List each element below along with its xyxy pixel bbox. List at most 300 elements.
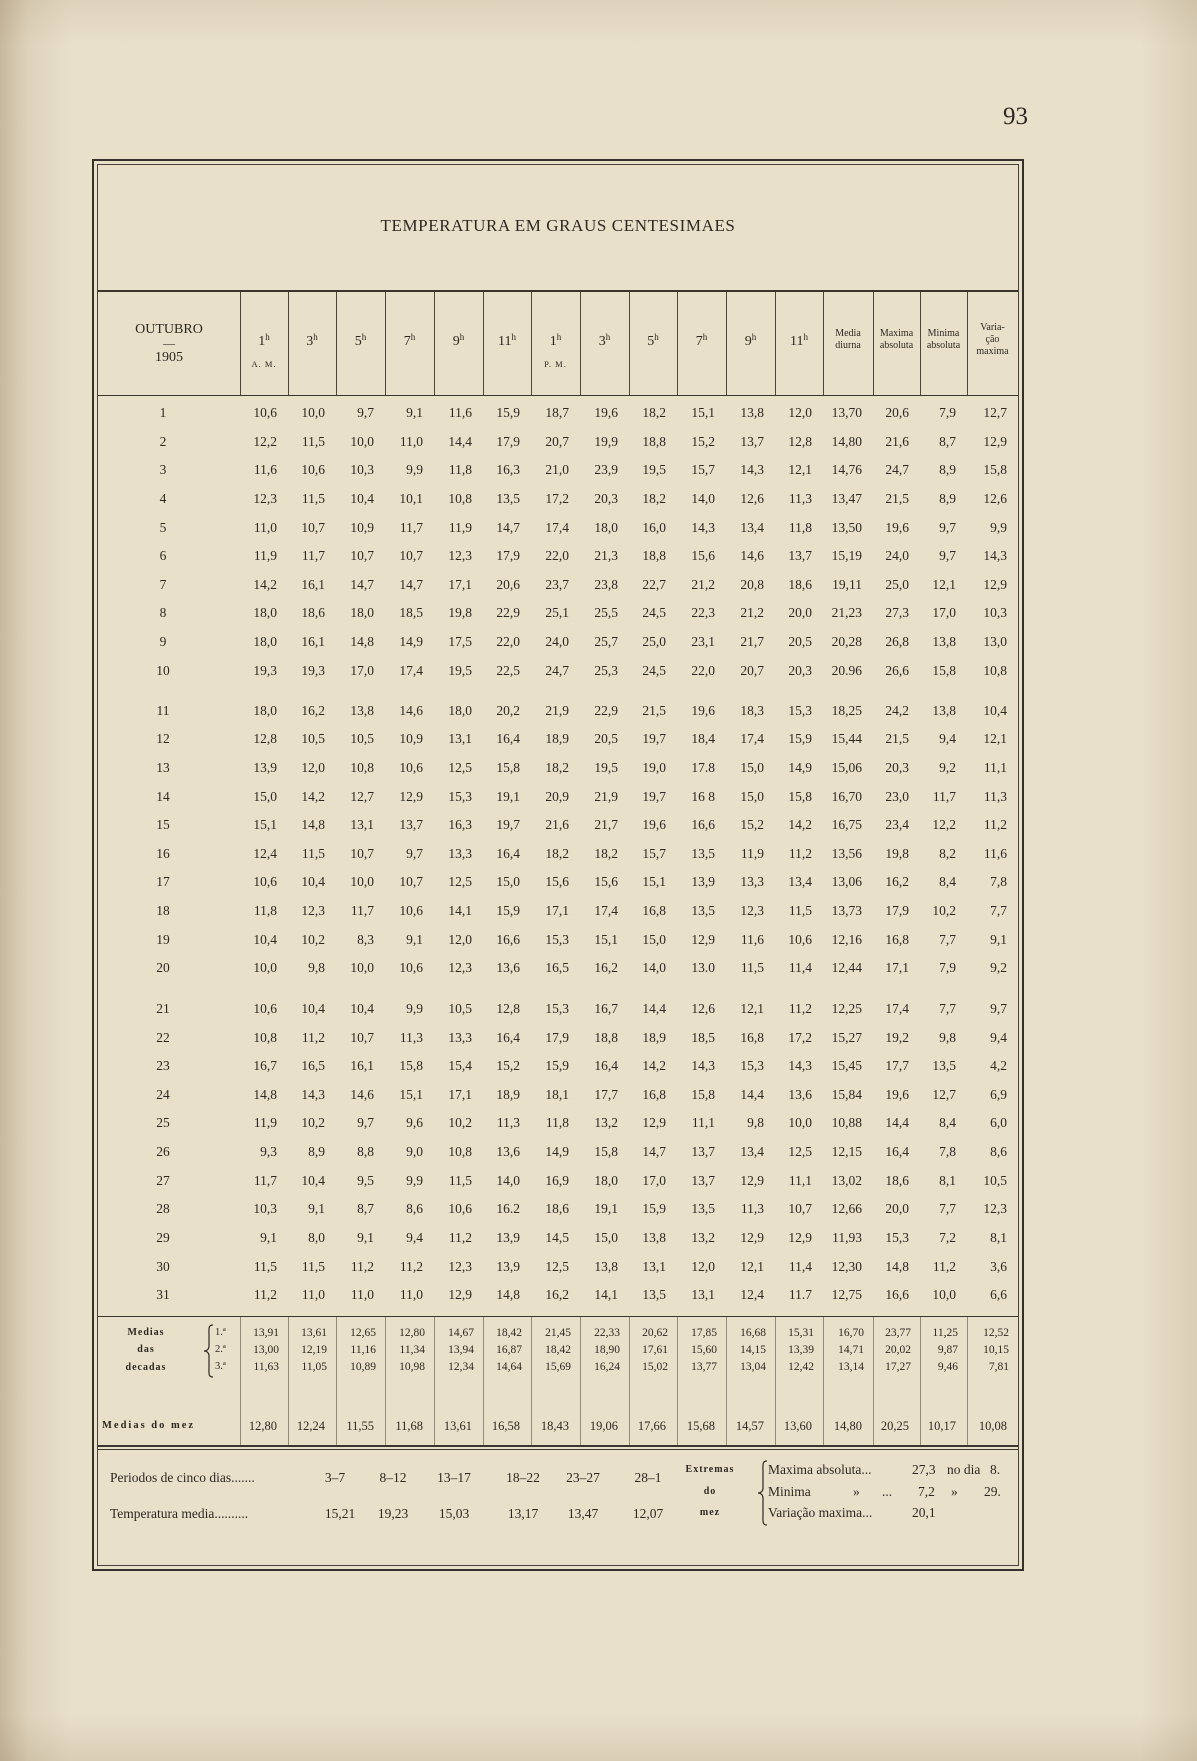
temperature-cell: 20,7 <box>740 662 764 678</box>
column-header-hour <box>240 292 288 395</box>
temperature-cell: 15,45 <box>831 1058 862 1074</box>
temperature-cell: 15,0 <box>594 1229 618 1245</box>
temperature-cell: 15,0 <box>642 931 666 947</box>
temperature-cell: 13,70 <box>831 405 862 420</box>
decade-mean-cell: 12,52 <box>983 1327 1009 1339</box>
temperature-cell: 13,9 <box>496 1229 520 1245</box>
temperature-cell: 12,0 <box>691 1258 715 1274</box>
temperature-cell: 10,7 <box>399 874 423 890</box>
temperature-cell: 19,6 <box>885 1086 909 1102</box>
temperature-cell: 18,6 <box>545 1201 569 1217</box>
temperature-cell: 19,1 <box>594 1201 618 1217</box>
temperature-cell: 16 8 <box>691 788 715 804</box>
temperature-cell: 12,3 <box>983 1201 1007 1217</box>
hour-label <box>336 334 385 350</box>
temperature-cell: 17,7 <box>885 1058 909 1074</box>
temperature-cell: 12,8 <box>253 731 277 747</box>
decade-mean-cell: 12,34 <box>448 1361 474 1373</box>
temperature-cell: 17,4 <box>740 731 764 747</box>
temperature-cell: 12,3 <box>448 1258 472 1274</box>
hour-number: 9 <box>452 334 460 349</box>
temperature-cell: 12,9 <box>399 788 423 804</box>
temperature-cell: 13,47 <box>831 490 862 506</box>
temperature-cell: 17,0 <box>932 605 956 621</box>
temperature-cell: 18,2 <box>642 405 666 420</box>
temperature-cell: 19,6 <box>885 519 909 535</box>
temperature-cell: 18,0 <box>253 702 277 718</box>
temperature-cell: 15,8 <box>399 1058 423 1074</box>
temperature-cell: 25,5 <box>594 605 618 621</box>
month-means-label: Medias do mez <box>102 1420 196 1431</box>
temperature-cell: 16,0 <box>642 519 666 535</box>
temperature-cell: 10,6 <box>399 960 423 976</box>
temperature-cell: 15,3 <box>740 1058 764 1074</box>
temperature-cell: 25,0 <box>642 634 666 649</box>
hour-unit: h <box>410 332 416 342</box>
temperature-cell: 11,0 <box>399 1287 423 1303</box>
table-row <box>0 729 1197 749</box>
temperature-cell: 10,7 <box>350 845 374 861</box>
column-header-summary <box>920 292 967 395</box>
temperature-cell: 7,7 <box>939 931 956 947</box>
table-row <box>0 930 1197 950</box>
temperature-cell: 8,6 <box>990 1144 1007 1159</box>
day-number: 21 <box>156 1000 170 1016</box>
temperature-cell: 10,4 <box>350 1000 374 1016</box>
extremes-label-2: do <box>703 1486 717 1497</box>
table-row <box>0 489 1197 509</box>
decade-mean-cell: 13,94 <box>448 1344 474 1356</box>
period-range: 3–7 <box>324 1470 346 1485</box>
temperature-cell: 14,4 <box>885 1115 909 1131</box>
temperature-cell: 11,8 <box>788 519 812 535</box>
temperature-cell: 10,3 <box>983 605 1007 621</box>
day-number: 4 <box>159 490 167 506</box>
hour-unit: h <box>511 332 516 342</box>
temperature-cell: 13,4 <box>740 1144 764 1159</box>
temperature-cell: 14,3 <box>983 548 1007 564</box>
temperature-cell: 12,1 <box>740 1000 764 1016</box>
temperature-cell: 16,6 <box>496 931 520 947</box>
temperature-cell: 13.0 <box>691 960 715 976</box>
temperature-cell: 11,3 <box>740 1201 764 1217</box>
temperature-cell: 16,3 <box>496 462 520 478</box>
summary-header-line: Varia- <box>980 322 1005 333</box>
temperature-cell: 11,9 <box>253 1115 277 1131</box>
temperature-cell: 12,0 <box>301 759 325 775</box>
temperature-cell: 19,3 <box>301 662 325 678</box>
temperature-cell: 17,4 <box>885 1000 909 1016</box>
temperature-cell: 7,2 <box>939 1229 956 1245</box>
temperature-cell: 12,6 <box>740 490 764 506</box>
min-absolute-label: Minima <box>768 1484 811 1499</box>
temperature-cell: 10,8 <box>448 1144 472 1159</box>
max-absolute-day: 8. <box>990 1462 1001 1477</box>
temperature-cell: 8,3 <box>357 931 374 947</box>
extremes-label-3: mez <box>699 1507 721 1518</box>
temperature-cell: 15,6 <box>594 874 618 890</box>
temperature-cell: 12,25 <box>831 1000 862 1016</box>
temperature-cell: 15,9 <box>545 1058 569 1074</box>
temperature-cell: 11,0 <box>301 1287 325 1303</box>
temperature-cell: 12,9 <box>448 1287 472 1303</box>
decade-mean-cell: 11,05 <box>301 1361 327 1373</box>
hour-label <box>385 334 434 350</box>
temperature-cell: 21,2 <box>740 605 764 621</box>
day-number: 5 <box>159 519 167 535</box>
temperature-cell: 27,3 <box>885 605 909 621</box>
decade-mean-cell: 13,77 <box>691 1361 717 1373</box>
temperature-cell: 14,9 <box>788 759 812 775</box>
temperature-cell: 26,8 <box>885 634 909 649</box>
decade-mean-cell: 22,33 <box>594 1327 620 1339</box>
month-mean-cell: 13,61 <box>443 1419 472 1433</box>
table-row <box>0 575 1197 595</box>
hour-number: 1 <box>258 334 266 349</box>
period-range: 18–22 <box>506 1470 540 1485</box>
day-number: 20 <box>156 960 170 976</box>
temperature-cell: 11,2 <box>788 1000 812 1016</box>
temperature-cell: 19,6 <box>594 405 618 420</box>
temperature-cell: 17,4 <box>399 662 423 678</box>
temperature-cell: 10,8 <box>350 759 374 775</box>
day-number: 18 <box>156 903 170 918</box>
temperature-cell: 10,4 <box>350 490 374 506</box>
decade-mean-cell: 18,42 <box>496 1327 522 1339</box>
temperature-cell: 7,9 <box>939 405 956 420</box>
temperature-cell: 12,1 <box>983 731 1007 747</box>
brace-icon <box>203 1324 214 1378</box>
period-mean-temperature: 15,21 <box>324 1506 356 1521</box>
temperature-cell: 9,7 <box>939 519 956 535</box>
temperature-cell: 11,6 <box>983 845 1007 861</box>
table-row <box>0 1113 1197 1133</box>
month-mean-cell: 12,24 <box>296 1419 325 1433</box>
temperature-cell: 10,0 <box>350 960 374 976</box>
year-label: 1905 <box>155 350 183 365</box>
decade-ordinal: 1.ª <box>215 1327 226 1338</box>
temperature-cell: 16,2 <box>301 702 325 718</box>
temperature-cell: 11,2 <box>932 1258 956 1274</box>
temperature-cell: 14,5 <box>545 1229 569 1245</box>
decade-mean-cell: 16,68 <box>740 1327 766 1339</box>
temperature-cell: 14,80 <box>831 433 862 449</box>
temperature-cell: 20,6 <box>885 405 909 420</box>
temperature-cell: 16,6 <box>885 1287 909 1303</box>
temperature-cell: 19,5 <box>594 759 618 775</box>
temperature-cell: 13,8 <box>740 405 764 420</box>
temperature-cell: 11,5 <box>301 845 325 861</box>
temperature-cell: 12,8 <box>496 1000 520 1016</box>
temperature-cell: 20,3 <box>885 759 909 775</box>
temperature-cell: 11,7 <box>399 519 423 535</box>
temperature-cell: 13,7 <box>399 817 423 833</box>
temperature-cell: 17,7 <box>594 1086 618 1102</box>
temperature-cell: 13,5 <box>642 1287 666 1303</box>
temperature-cell: 25,0 <box>885 576 909 592</box>
temperature-cell: 10,9 <box>350 519 374 535</box>
decade-mean-cell: 11,63 <box>253 1361 279 1373</box>
temperature-cell: 11,5 <box>788 903 812 918</box>
temperature-cell: 11,5 <box>448 1172 472 1188</box>
temperature-cell: 18,2 <box>545 759 569 775</box>
temperature-cell: 7,9 <box>939 960 956 976</box>
temperature-cell: 22,0 <box>545 548 569 564</box>
temperature-cell: 10,2 <box>448 1115 472 1131</box>
temperature-cell: 22,9 <box>496 605 520 621</box>
temperature-cell: 7,7 <box>939 1201 956 1217</box>
temperature-cell: 14,0 <box>691 490 715 506</box>
temperature-cell: 8,9 <box>308 1144 325 1159</box>
temperature-cell: 10,7 <box>350 548 374 564</box>
temperature-cell: 19,7 <box>642 788 666 804</box>
temperature-cell: 11,0 <box>350 1287 374 1303</box>
temperature-cell: 20,0 <box>885 1201 909 1217</box>
temperature-cell: 13,3 <box>448 845 472 861</box>
temperature-cell: 17,9 <box>545 1029 569 1045</box>
decade-mean-cell: 20,62 <box>642 1327 668 1339</box>
temperature-cell: 10,2 <box>301 931 325 947</box>
temperature-cell: 9,7 <box>990 1000 1007 1016</box>
table-row <box>0 603 1197 623</box>
temperature-cell: 19,7 <box>496 817 520 833</box>
temperature-cell: 13,8 <box>594 1258 618 1274</box>
column-header-hour <box>677 292 726 395</box>
temperature-cell: 13,7 <box>788 548 812 564</box>
temperature-cell: 18,6 <box>885 1172 909 1188</box>
temperature-cell: 11,7 <box>932 788 956 804</box>
day-number: 13 <box>156 759 170 775</box>
temperature-cell: 11,4 <box>788 1258 812 1274</box>
temperature-cell: 8,4 <box>939 874 956 890</box>
table-row <box>0 958 1197 978</box>
table-row <box>0 1056 1197 1076</box>
temperature-cell: 3,6 <box>990 1258 1007 1274</box>
temperature-cell: 6,9 <box>990 1086 1007 1102</box>
temperature-cell: 18,3 <box>740 702 764 718</box>
temperature-cell: 13,4 <box>740 519 764 535</box>
temperature-cell: 14,0 <box>642 960 666 976</box>
hour-label <box>580 334 629 350</box>
temperature-cell: 10,4 <box>983 702 1007 718</box>
hour-label <box>531 334 580 350</box>
max-absolute-label: Maxima absoluta... <box>768 1462 872 1477</box>
temperature-cell: 10,4 <box>301 1000 325 1016</box>
temperature-cell: 16,1 <box>350 1058 374 1074</box>
temperature-cell: 8,8 <box>357 1144 374 1159</box>
temperature-cell: 12,9 <box>983 576 1007 592</box>
temperature-cell: 12,5 <box>448 874 472 890</box>
temperature-cell: 11,2 <box>788 845 812 861</box>
min-absolute-day: 29. <box>984 1484 1001 1499</box>
decade-mean-cell: 16,87 <box>496 1344 522 1356</box>
decade-mean-cell: 18,90 <box>594 1344 620 1356</box>
temperature-cell: 13,5 <box>932 1058 956 1074</box>
temperature-cell: 15,19 <box>831 548 862 564</box>
temperature-cell: 10,8 <box>253 1029 277 1045</box>
decade-mean-cell: 14,67 <box>448 1327 474 1339</box>
day-number: 23 <box>156 1058 170 1074</box>
temperature-cell: 8,9 <box>939 462 956 478</box>
temperature-cell: 15,7 <box>691 462 715 478</box>
temperature-cell: 9,2 <box>990 960 1007 976</box>
temperature-cell: 15,8 <box>594 1144 618 1159</box>
decade-mean-cell: 10,98 <box>399 1361 425 1373</box>
decade-mean-cell: 12,80 <box>399 1327 425 1339</box>
summary-header-line: absoluta <box>926 340 961 351</box>
temperature-cell: 7,8 <box>990 874 1007 890</box>
temperature-cell: 14,4 <box>740 1086 764 1102</box>
decade-mean-cell: 14,15 <box>740 1344 766 1356</box>
temperature-cell: 11,3 <box>983 788 1007 804</box>
temperature-cell: 8,1 <box>990 1229 1007 1245</box>
temperature-cell: 13,50 <box>831 519 862 535</box>
temperature-cell: 13,6 <box>496 1144 520 1159</box>
temperature-cell: 10,0 <box>350 874 374 890</box>
temperature-cell: 13,5 <box>496 490 520 506</box>
temperature-cell: 14,8 <box>885 1258 909 1274</box>
temperature-cell: 12,9 <box>642 1115 666 1131</box>
temperature-cell: 21,5 <box>885 731 909 747</box>
temperature-cell: 9,7 <box>939 548 956 564</box>
temperature-cell: 11,1 <box>691 1115 715 1131</box>
temperature-cell: 14,7 <box>399 576 423 592</box>
temperature-cell: 17,9 <box>496 433 520 449</box>
temperature-cell: 16,75 <box>831 817 862 833</box>
table-row <box>0 758 1197 778</box>
temperature-cell: 17,1 <box>545 903 569 918</box>
decade-ordinal: 3.ª <box>215 1361 226 1372</box>
summary-header-line: ção <box>985 334 1000 345</box>
month-mean-cell: 15,68 <box>686 1419 715 1433</box>
decade-mean-cell: 11,16 <box>350 1344 376 1356</box>
temperature-cell: 20,3 <box>788 662 812 678</box>
temperature-cell: 16,2 <box>885 874 909 890</box>
temperature-cell: 16,4 <box>885 1144 909 1159</box>
temperature-cell: 13,1 <box>448 731 472 747</box>
temperature-cell: 23,4 <box>885 817 909 833</box>
temperature-cell: 19,11 <box>832 576 862 592</box>
temperature-cell: 9,1 <box>406 405 423 420</box>
table-row <box>0 403 1197 423</box>
temperature-cell: 11,1 <box>788 1172 812 1188</box>
temperature-cell: 16,70 <box>831 788 862 804</box>
temperature-cell: 24,7 <box>545 662 569 678</box>
hour-number: 11 <box>790 334 804 349</box>
temperature-cell: 9,2 <box>939 759 956 775</box>
temperature-cell: 15,3 <box>545 931 569 947</box>
temperature-cell: 16,8 <box>642 1086 666 1102</box>
temperature-cell: 13,8 <box>642 1229 666 1245</box>
decade-mean-cell: 14,64 <box>496 1361 522 1373</box>
temperature-cell: 10,3 <box>350 462 374 478</box>
decade-mean-cell: 13,91 <box>253 1327 279 1339</box>
temperature-cell: 17,2 <box>788 1029 812 1045</box>
decade-mean-cell: 14,71 <box>838 1344 864 1356</box>
decade-mean-cell: 13,39 <box>788 1344 814 1356</box>
temperature-cell: 10,5 <box>350 731 374 747</box>
summary-header-text <box>920 328 967 352</box>
temperature-cell: 22,7 <box>642 576 666 592</box>
temperature-cell: 9,0 <box>406 1144 423 1159</box>
temperature-cell: 10,3 <box>253 1201 277 1217</box>
table-row <box>0 787 1197 807</box>
temperature-cell: 18,9 <box>496 1086 520 1102</box>
temperature-cell: 15,8 <box>788 788 812 804</box>
temperature-cell: 11,5 <box>301 490 325 506</box>
temperature-cell: 11,5 <box>740 960 764 976</box>
temperature-cell: 15,0 <box>253 788 277 804</box>
temperature-cell: 24,2 <box>885 702 909 718</box>
temperature-cell: 16,1 <box>301 634 325 649</box>
temperature-cell: 10,6 <box>448 1201 472 1217</box>
temperature-cell: 13,3 <box>448 1029 472 1045</box>
temperature-cell: 11,5 <box>301 433 325 449</box>
temperature-cell: 15,84 <box>831 1086 862 1102</box>
summary-header-line: diurna <box>835 340 861 351</box>
temperature-cell: 21,2 <box>691 576 715 592</box>
temperature-cell: 15,3 <box>545 1000 569 1016</box>
temperature-cell: 22,0 <box>496 634 520 649</box>
temperature-cell: 14,0 <box>496 1172 520 1188</box>
temperature-cell: 9,6 <box>406 1115 423 1131</box>
header-rule <box>98 395 1018 396</box>
temperature-cell: 9,9 <box>990 519 1007 535</box>
temperature-cell: 14,2 <box>301 788 325 804</box>
temperature-cell: 11,0 <box>399 433 423 449</box>
temperature-cell: 13,02 <box>831 1172 862 1188</box>
temperature-cell: 19,9 <box>594 433 618 449</box>
temperature-cell: 15,27 <box>831 1029 862 1045</box>
temperature-cell: 21,9 <box>594 788 618 804</box>
day-number: 6 <box>159 548 167 564</box>
temperature-cell: 11.7 <box>788 1287 812 1303</box>
column-header-summary <box>967 292 1018 395</box>
column-header-hour <box>726 292 775 395</box>
temperature-cell: 9,1 <box>357 1229 374 1245</box>
column-header-summary <box>873 292 920 395</box>
temperature-cell: 10,0 <box>932 1287 956 1303</box>
temperature-cell: 12,7 <box>932 1086 956 1102</box>
hour-number: 5 <box>354 334 362 349</box>
period-label: A. M. <box>251 359 277 369</box>
temperature-cell: 17,5 <box>448 634 472 649</box>
temperature-cell: 12,3 <box>448 548 472 564</box>
temperature-cell: 15,1 <box>594 931 618 947</box>
temperature-cell: 12,5 <box>545 1258 569 1274</box>
temperature-cell: 18,8 <box>642 433 666 449</box>
temperature-cell: 16,8 <box>740 1029 764 1045</box>
hour-unit: h <box>265 332 270 342</box>
decade-mean-cell: 15,60 <box>691 1344 717 1356</box>
day-number: 31 <box>156 1287 170 1303</box>
temperature-cell: 14,8 <box>253 1086 277 1102</box>
temperature-cell: 24,5 <box>642 662 666 678</box>
temperature-cell: 18,2 <box>594 845 618 861</box>
temperature-cell: 15,2 <box>496 1058 520 1074</box>
temperature-cell: 12,3 <box>448 960 472 976</box>
temperature-cell: 12,2 <box>253 433 277 449</box>
temperature-cell: 12,44 <box>831 960 862 976</box>
temperature-cell: 14,7 <box>350 576 374 592</box>
temperature-cell: 14,6 <box>399 702 423 718</box>
decade-mean-cell: 15,31 <box>788 1327 814 1339</box>
decade-mean-cell: 17,27 <box>885 1361 911 1373</box>
temperature-cell: 14,6 <box>350 1086 374 1102</box>
temperature-cell: 21,7 <box>740 634 764 649</box>
column-header-hour <box>629 292 677 395</box>
temperature-cell: 18,2 <box>642 490 666 506</box>
